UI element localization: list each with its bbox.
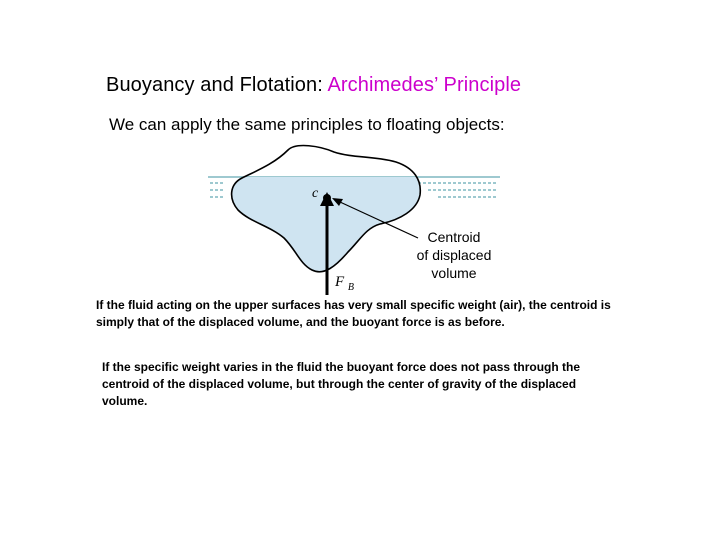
force-label-main: F	[335, 274, 345, 290]
slide-title	[106, 74, 521, 97]
centroid-label: c	[312, 186, 319, 201]
floating-object-figure	[200, 140, 500, 295]
title-accent: Archimedes’ Principle	[327, 74, 522, 96]
force-label	[334, 274, 354, 293]
paragraph-light-fluid: If the fluid acting on the upper surfaces has very small specific weight (air), the centroid is simply that of the displaced volume, and the buoyant force is as before.	[96, 298, 611, 329]
callout-line-1: Centroid	[427, 229, 481, 245]
callout-line-3: volume	[431, 265, 477, 281]
title-main: Buoyancy and Flotation:	[106, 74, 323, 96]
paragraph-varying-weight: If the specific weight varies in the fluid the buoyant force does not pass through the centroid of the displaced volume, but through the center of gravity of the displaced volume.	[102, 360, 581, 408]
slide-subtitle: We can apply the same principles to floating objects:	[109, 115, 505, 134]
force-label-subscript: B	[347, 282, 355, 293]
callout-line-2: of displaced	[416, 247, 492, 263]
figure-svg	[200, 140, 500, 295]
centroid-point	[323, 194, 331, 202]
